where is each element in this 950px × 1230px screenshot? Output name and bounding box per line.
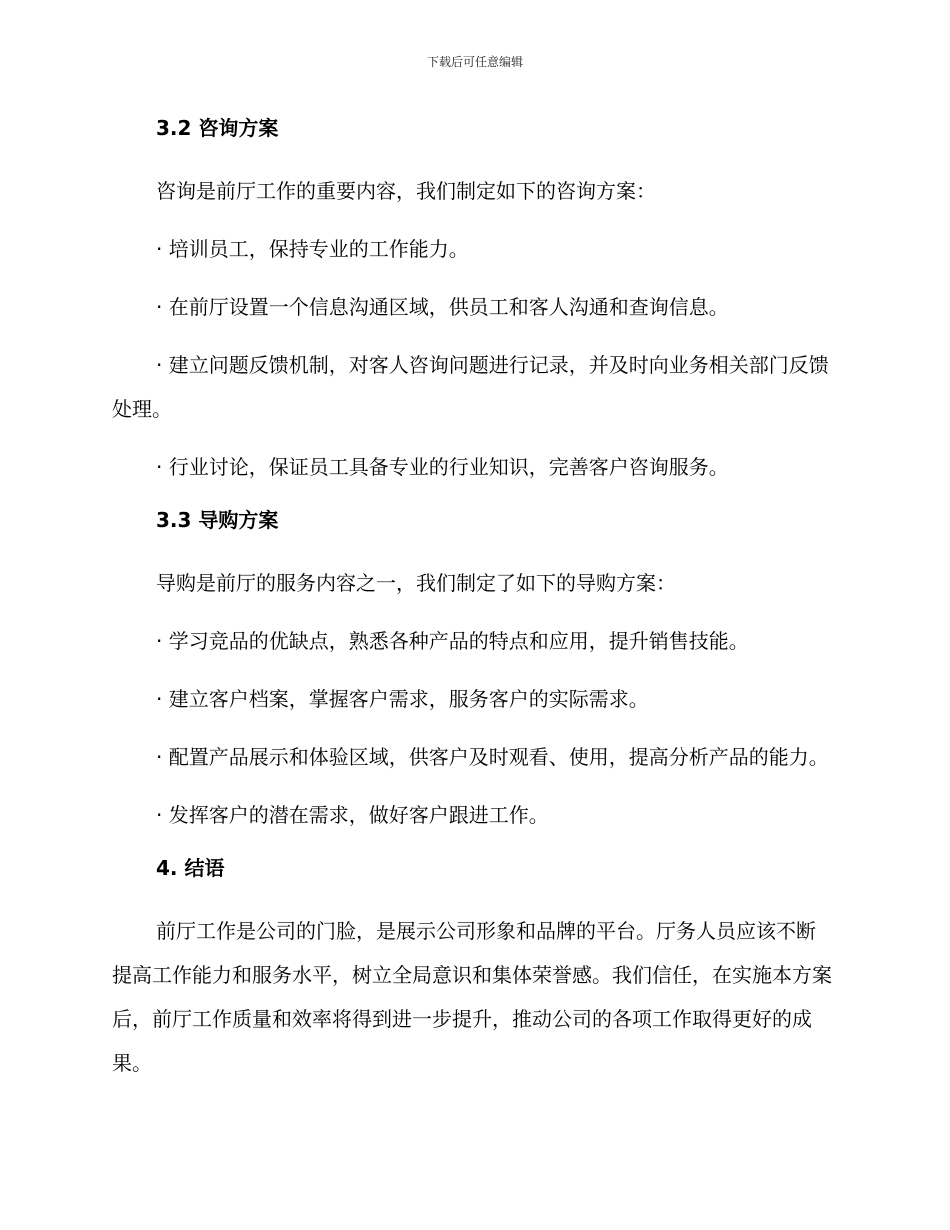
- bullet-item: · 学习竞品的优缺点，熟悉各种产品的特点和应用，提升销售技能。: [156, 629, 749, 653]
- section-heading: 3.2 咨询方案: [156, 116, 279, 140]
- section-heading: 3.3 导购方案: [156, 508, 279, 532]
- bullet-item: · 建立客户档案，掌握客户需求，服务客户的实际需求。: [156, 687, 649, 711]
- paragraph: 前厅工作是公司的门脸，是展示公司形象和品牌的平台。厅务人员应该不断提高工作能力和服务水平，树立全局意识和集体荣誉感。我们信任，在实施本方案后，前厅工作质量和效率将得到进一步提升，推动公司的各项工作取得更好的成果。: [112, 919, 832, 1075]
- paragraph: 咨询是前厅工作的重要内容，我们制定如下的咨询方案：: [156, 179, 656, 203]
- bullet-item: · 发挥客户的潜在需求，做好客户跟进工作。: [156, 803, 549, 827]
- bullet-item: · 配置产品展示和体验区域，供客户及时观看、使用，提高分析产品的能力。: [156, 745, 829, 769]
- document-body: [112, 111, 832, 1099]
- section-shopping-guide: [112, 503, 832, 837]
- bullet-item: · 建立问题反馈机制，对客人咨询问题进行记录，并及时向业务相关部门反馈处理。: [112, 353, 829, 421]
- bullet-item: · 行业讨论，保证员工具备专业的行业知识，完善客户咨询服务。: [156, 455, 729, 479]
- section-conclusion: [112, 851, 832, 1085]
- page-header: 下载后可任意编辑: [426, 55, 523, 69]
- paragraph: 导购是前厅的服务内容之一，我们制定了如下的导购方案：: [156, 571, 676, 595]
- section-consulting: [112, 111, 832, 489]
- bullet-item: · 在前厅设置一个信息沟通区域，供员工和客人沟通和查询信息。: [156, 295, 729, 319]
- section-heading: 4. 结语: [156, 856, 225, 880]
- bullet-item: · 培训员工，保持专业的工作能力。: [156, 237, 469, 261]
